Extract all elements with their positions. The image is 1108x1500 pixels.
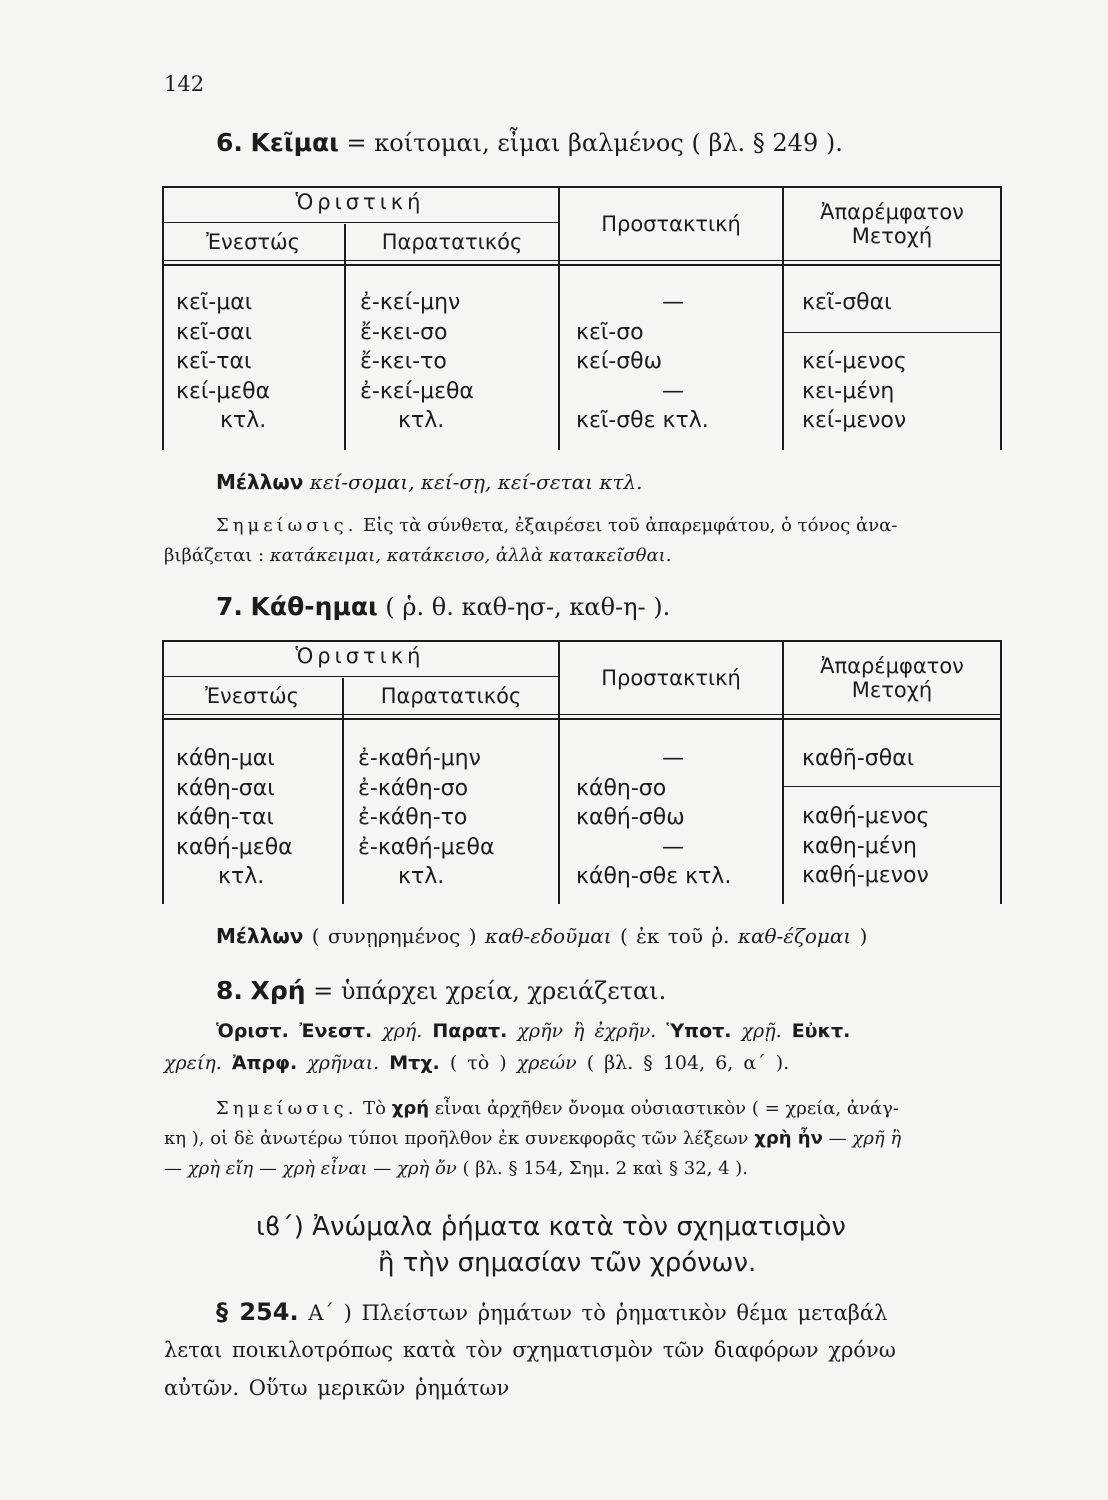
future-source-form: καθ-έζομαι [737, 924, 852, 948]
present-forms-column [176, 744, 293, 892]
form-cell: καθη-μένη [802, 833, 917, 859]
form-cell: κάθη-σθε κτλ. [576, 864, 732, 889]
note-text: εἶναι ἀρχῆθεν ὄνομα οὐσιαστικὸν ( = χρεία, ἀνάγ- [434, 1098, 899, 1119]
note-text: κη ), οἱ δὲ ἀνωτέρω τύποι προῆλθον ἐκ συνεκφορᾶς τῶν λέξεων [164, 1128, 749, 1149]
present-header: Ἐνεστώς [205, 684, 299, 708]
note-keyword: χρὴ ἦν [754, 1128, 823, 1149]
participle-header: Μετοχή [851, 678, 933, 702]
form-cell: ἔ-κει-σο [360, 319, 448, 345]
form-value: χρῇ. [741, 1020, 782, 1042]
infinitive-header: Ἀπαρέμφατον [820, 200, 964, 224]
form-cell: κεί-μεθα [176, 378, 271, 404]
form-value: ( τὸ ) [449, 1052, 507, 1074]
form-label: Ὁριστ. Ἐνεστ. [216, 1020, 373, 1042]
form-cell: — [662, 746, 684, 771]
section-title-line-1: ιϐ΄) Ἀνώμαλα ῥήματα κατὰ τὸν σχηματισμὸν [256, 1212, 846, 1242]
paragraph-254-line-2: λεται ποικιλοτρόπως κατὰ τὸν σχηματισμὸν τῶν διαφόρων χρόνω [164, 1338, 896, 1362]
chre-forms-line-1 [216, 1020, 850, 1042]
section-6-number: 6. [216, 128, 243, 157]
future-kathemai [216, 924, 867, 948]
form-cell: — [662, 290, 684, 315]
future-label: Μέλλων [216, 924, 304, 948]
form-cell: κεῖ-μαι [176, 290, 253, 315]
form-cell: καθή-μεθα [176, 834, 293, 860]
imperative-header: Προστακτική [601, 212, 741, 236]
form-reference: ( βλ. § 104, 6, α΄ ). [586, 1052, 790, 1074]
present-header: Ἐνεστώς [206, 230, 300, 254]
form-cell: ἐ-καθή-μεθα [358, 834, 495, 860]
form-cell: καθή-σθω [576, 805, 685, 830]
future-label: Μέλλων [216, 470, 304, 494]
form-cell: — [662, 834, 684, 860]
mood-header: Ὁριστική [295, 644, 425, 668]
form-cell: κάθη-ται [176, 805, 275, 830]
form-value: χρεών [516, 1052, 577, 1074]
paragraph-text: Α΄ ) Πλείστων ῥημάτων τὸ ῥηματικὸν θέμα μεταβάλ [308, 1301, 888, 1325]
imperfect-forms-column [358, 744, 495, 892]
imperative-header: Προστακτική [601, 666, 741, 690]
note-chre-line-1 [216, 1098, 899, 1119]
note-text: Τὸ [363, 1098, 386, 1119]
imperative-forms-column [576, 744, 772, 892]
paragraph-254-line-3: αὐτῶν. Οὕτω μερικῶν ῥημάτων [164, 1376, 510, 1400]
future-form: καθ-εδοῦμαι [484, 924, 612, 948]
future-source: ( ἐκ τοῦ ῥ. [619, 924, 730, 948]
chre-forms-line-2 [164, 1052, 789, 1074]
form-cell: κτλ. [398, 864, 445, 889]
form-cell: κάθη-σο [576, 775, 667, 801]
note-label: Σημείωσις. [216, 1098, 358, 1119]
form-value: χρή. [382, 1020, 423, 1042]
form-cell: κεῖ-ται [176, 349, 252, 374]
section-7-number: 7. [216, 592, 243, 621]
note-text: βιβάζεται : [164, 545, 265, 566]
note-chre-line-2 [164, 1128, 901, 1149]
form-value: χρῆν ἢ ἐχρῆν. [517, 1020, 657, 1042]
note-label: Σημείωσις. [216, 515, 358, 536]
note-reference: ( βλ. § 154, Σημ. 2 καὶ § 32, 4 ). [462, 1158, 749, 1179]
imperfect-forms-column [360, 288, 474, 436]
note-chre-line-3 [164, 1158, 748, 1179]
form-cell: ἐ-κάθη-σο [358, 775, 469, 801]
section-7-headword: Κάθ-ημαι [250, 592, 378, 621]
section-8-number: 8. [216, 976, 243, 1005]
form-cell: κει-μένη [802, 378, 895, 404]
conjugation-table-kathemai [162, 640, 1002, 904]
form-label: Παρατ. [432, 1020, 508, 1042]
future-source-close: ) [859, 924, 868, 948]
form-cell: κεῖ-σθε κτλ. [576, 408, 709, 433]
imperative-forms-column [576, 288, 772, 436]
form-label: Ἀπρφ. [231, 1052, 298, 1074]
future-forms: κεί-σομαι, κεί-σῃ, κεί-σεται κτλ. [309, 470, 643, 494]
conjugation-table-keimai [162, 186, 1002, 450]
paragraph-mark: § 254. [216, 1298, 299, 1326]
form-cell: ἐ-κάθη-το [358, 805, 468, 830]
form-cell: ἐ-κεί-μεθα [360, 378, 474, 404]
form-cell: κτλ. [398, 408, 445, 433]
form-value: χρείη. [164, 1052, 222, 1074]
form-cell: κεί-μενος [802, 349, 907, 374]
form-cell: κτλ. [220, 408, 267, 433]
form-label: Εὐκτ. [791, 1020, 851, 1042]
infinitive-form: κεῖ-σθαι [802, 290, 892, 315]
note-keimai-line-1 [216, 515, 897, 536]
form-value: χρῆναι. [307, 1052, 380, 1074]
page-number: 142 [164, 72, 205, 96]
form-cell: — [662, 378, 684, 404]
form-label: Μτχ. [389, 1052, 440, 1074]
note-examples: κατάκειμαι, κατάκεισο, ἀλλὰ κατακεῖσθαι. [269, 545, 672, 566]
section-8-heading [216, 976, 666, 1005]
form-cell: κάθη-μαι [176, 746, 275, 771]
mood-header: Ὁριστική [295, 190, 425, 214]
note-keyword: χρή [391, 1098, 430, 1119]
form-cell: κεῖ-σαι [176, 319, 253, 345]
note-keimai-line-2 [164, 545, 671, 566]
participle-header: Μετοχή [851, 224, 933, 248]
form-cell: κεῖ-σο [576, 319, 644, 345]
participle-forms-column [802, 802, 929, 891]
section-8-definition: = ὑπάρχει χρεία, χρειάζεται. [313, 977, 667, 1005]
section-6-definition: = κοίτομαι, εἶμαι βαλμένος ( βλ. § 249 ). [346, 129, 843, 157]
form-cell: κτλ. [218, 864, 265, 889]
form-cell: κεί-μενον [802, 408, 907, 433]
form-cell: κεί-σθω [576, 349, 663, 374]
imperfect-header: Παρατατικός [381, 230, 523, 254]
participle-forms-column [802, 347, 907, 436]
form-cell: καθή-μενον [802, 863, 929, 888]
infinitive-form: καθῆ-σθαι [802, 746, 915, 771]
section-6-heading [216, 128, 843, 157]
form-cell: καθή-μενος [802, 804, 930, 829]
form-cell: ἐ-κεί-μην [360, 290, 461, 315]
section-title-line-2: ἢ τὴν σημασίαν τῶν χρόνων. [378, 1248, 757, 1278]
note-text: — χρὴ εἴη — χρὴ εἶναι — χρὴ ὄν [164, 1158, 457, 1179]
note-text: Εἰς τὰ σύνθετα, ἐξαιρέσει τοῦ ἀπαρεμφάτου, ὁ τόνος ἀνα- [363, 515, 898, 536]
section-7-heading [216, 592, 670, 621]
future-paren: ( συνῃρημένος ) [311, 924, 477, 948]
section-8-headword: Χρή [250, 976, 306, 1005]
imperfect-header: Παρατατικός [380, 684, 522, 708]
form-cell: κάθη-σαι [176, 775, 275, 801]
present-forms-column [176, 288, 270, 436]
future-keimai [216, 470, 643, 494]
section-6-headword: Κεῖμαι [250, 128, 339, 157]
infinitive-header: Ἀπαρέμφατον [820, 654, 964, 678]
form-label: Ὑποτ. [666, 1020, 732, 1042]
form-cell: ἐ-καθή-μην [358, 746, 481, 771]
paragraph-254-line-1 [216, 1298, 887, 1326]
note-text: — χρῆ ἢ [828, 1128, 902, 1149]
form-cell: ἔ-κει-το [360, 349, 447, 374]
section-7-definition: ( ῥ. θ. καθ-ησ-, καθ-η- ). [385, 593, 671, 621]
